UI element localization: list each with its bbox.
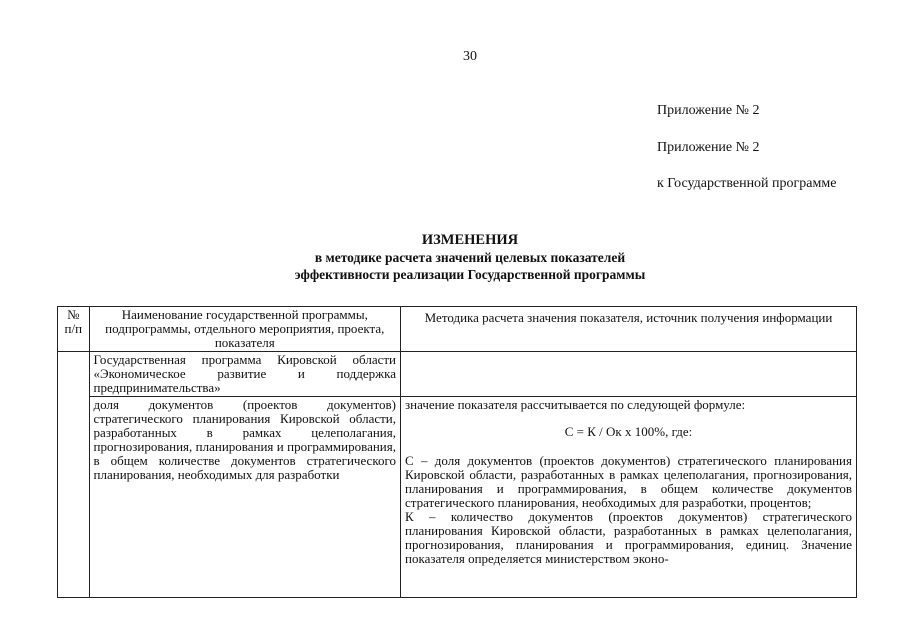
program-name-cell: Государственная программа Кировской области «Экономическое развитие и поддержка предпринимательства»: [89, 352, 400, 397]
row-num-cell: [58, 352, 90, 598]
document-title: ИЗМЕНЕНИЯ: [421, 232, 519, 248]
method-intro: значение показателя рассчитывается по следующей формуле:: [405, 397, 746, 412]
annex-line-3: к Государственной программе: [657, 176, 837, 191]
header-name: Наименование государственной программы, подпрограммы, отдельного мероприятия, проекта, показателя: [89, 307, 400, 352]
table-row: [58, 352, 857, 397]
definition-k: К – количество документов (проектов документов) стратегического планирования Кировской области, разработанных в рамках целеполагания, прогнозирования, планирования и программирования, единиц. Значение показателя определяется министерством эконо-: [405, 509, 852, 566]
annex-line-2: Приложение № 2: [657, 140, 760, 155]
annex-line-1: Приложение № 2: [657, 103, 760, 118]
header-method: Методика расчета значения показателя, источник получения информации: [401, 307, 857, 352]
document-subtitle-line-1: в методике расчета значений целевых показателей: [314, 250, 626, 265]
methodology-table: [57, 306, 857, 598]
page-number: 30: [463, 49, 477, 64]
header-num: № п/п: [58, 307, 90, 352]
document-subtitle-line-2: эффективности реализации Государственной программы: [294, 267, 646, 282]
method-formula: С = К / Ок х 100%, где:: [564, 424, 693, 439]
definition-c: С – доля документов (проектов документов) стратегического планирования Кировской области, разработанных в рамках целеполагания, прогнозирования, планирования и программирования, в общем количестве документов стратегического планирования, необходимых для разработки, процентов;: [405, 453, 852, 510]
indicator-method-cell: [401, 397, 857, 598]
table-header-row: [58, 307, 857, 352]
program-method-cell: [401, 352, 857, 397]
indicator-name-cell: доля документов (проектов документов) стратегического планирования Кировской области, разработанных в рамках целеполагания, прогнозирования, планирования и программирования, в общем количестве документов стратегического планирования, необходимых для разработки: [89, 397, 400, 598]
table-row: [58, 397, 857, 598]
